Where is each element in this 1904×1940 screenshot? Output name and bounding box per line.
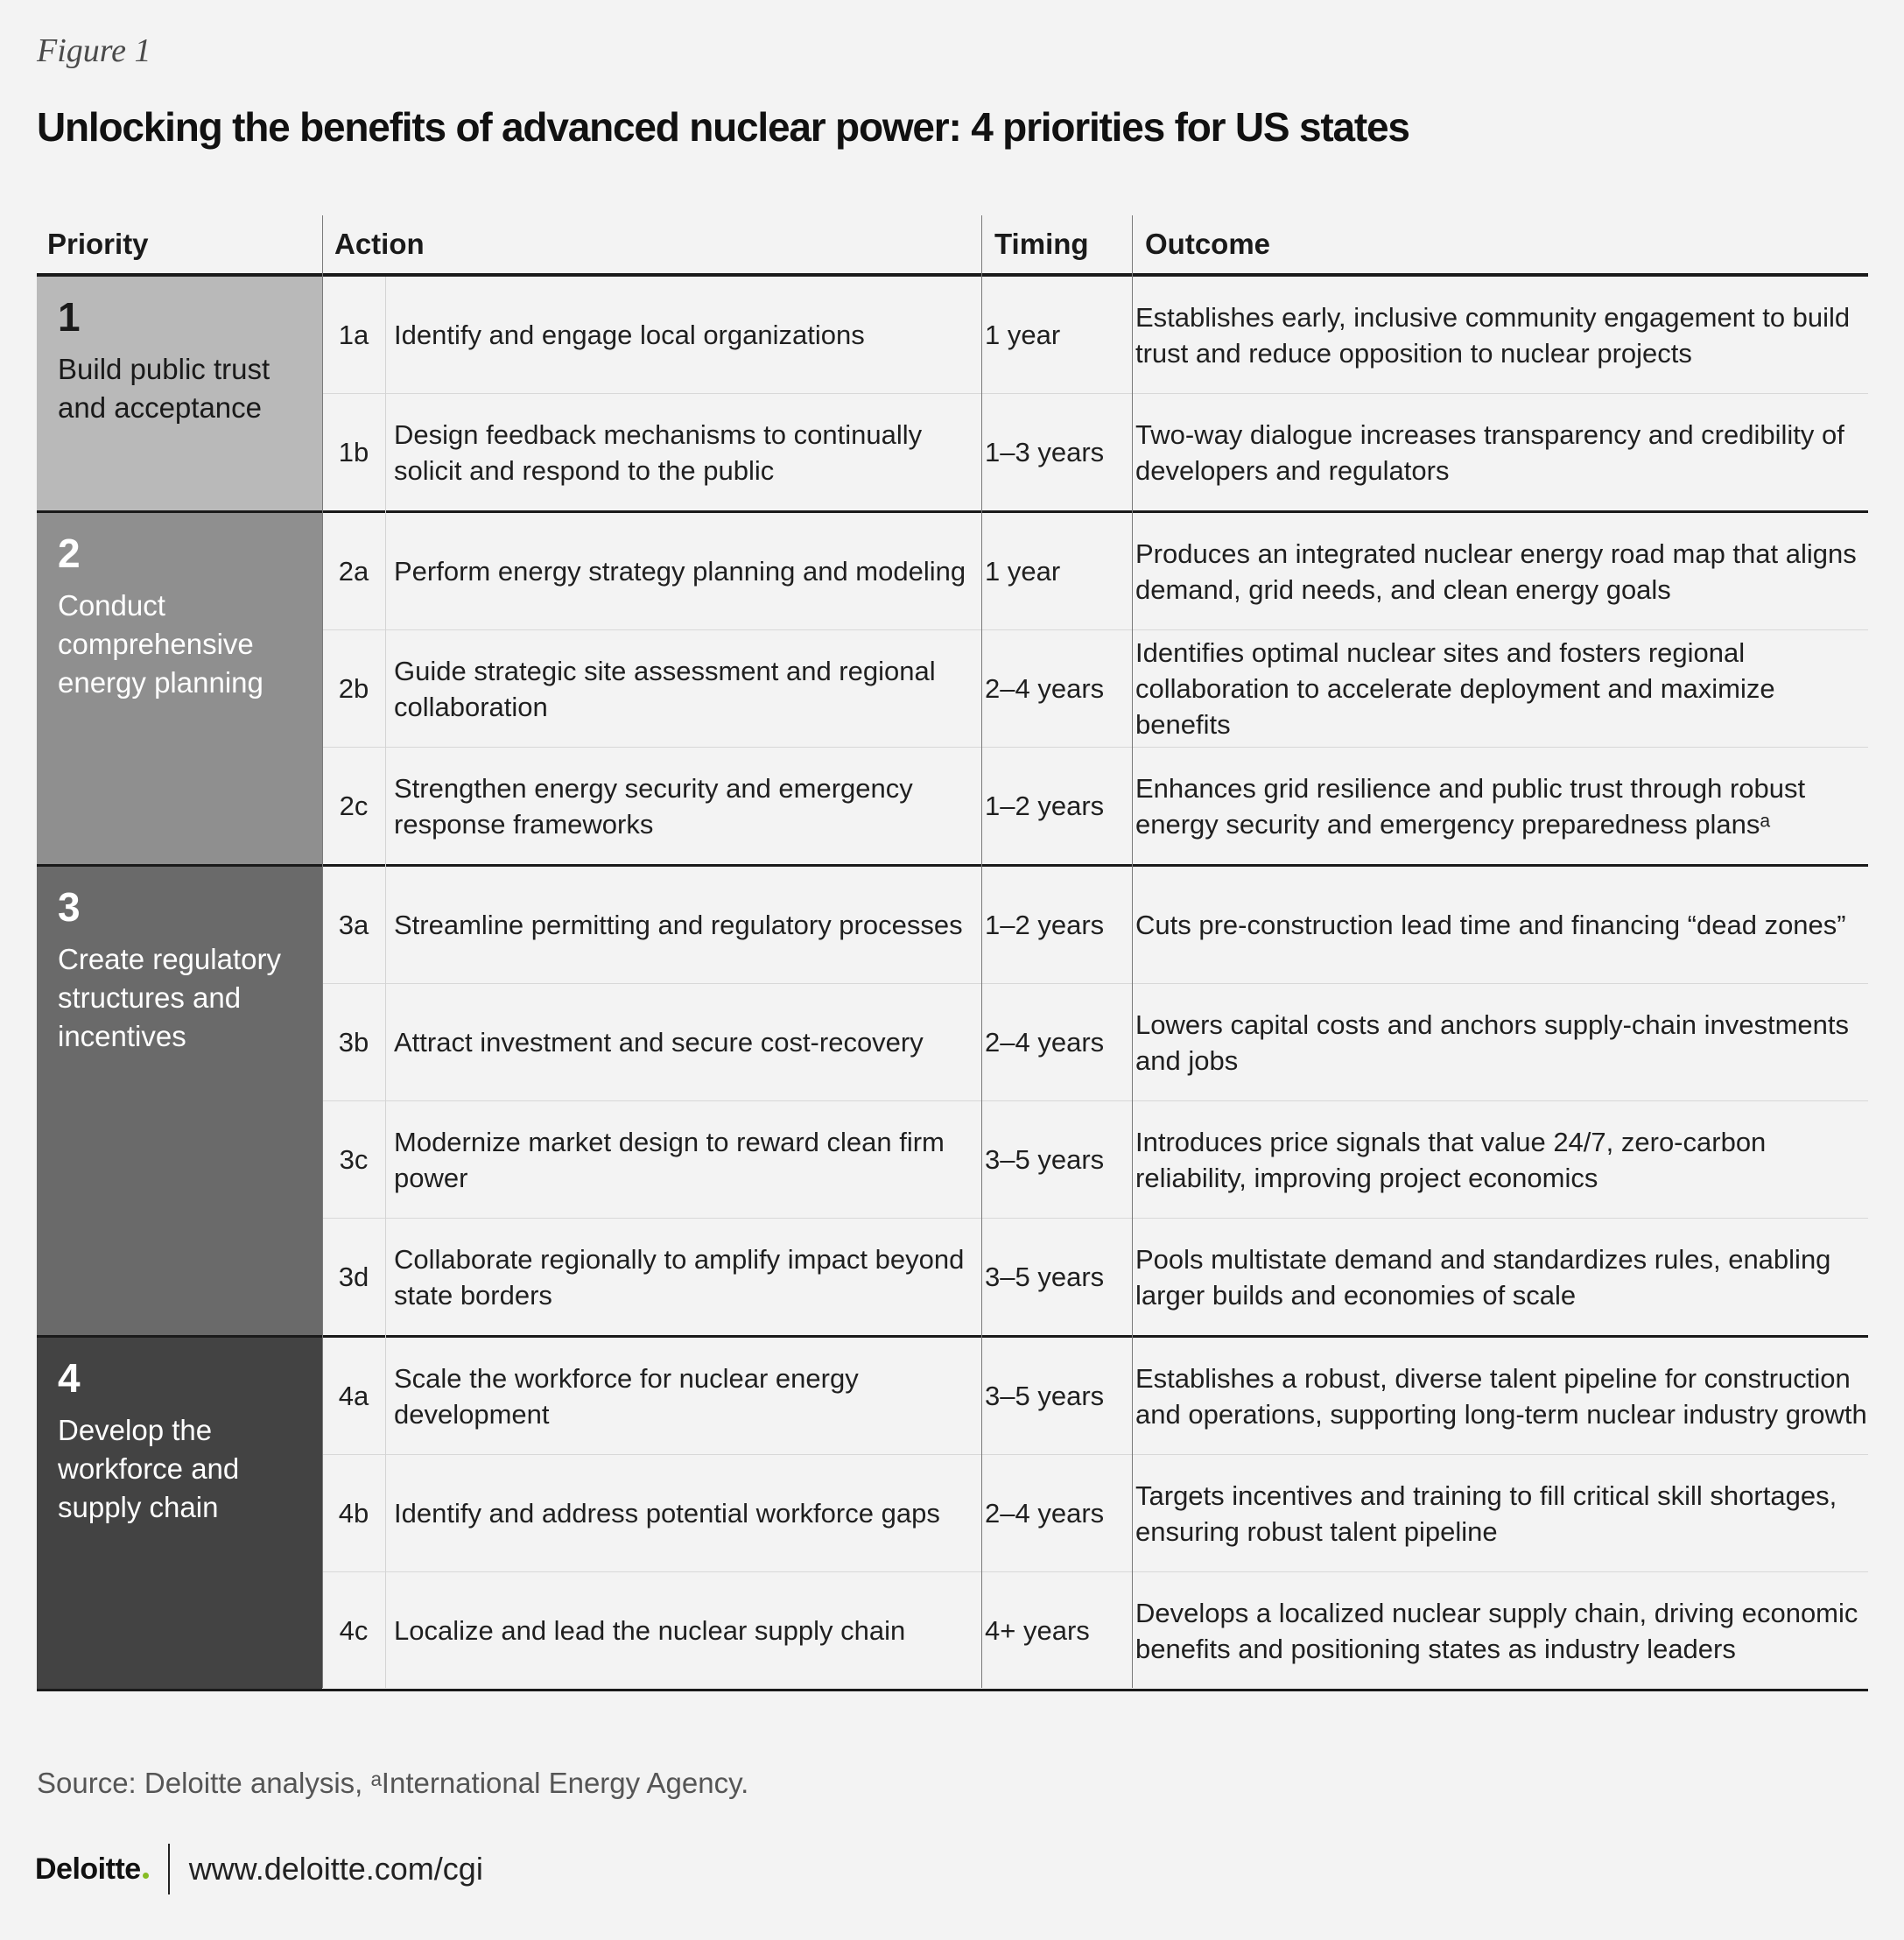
priority-number: 3 bbox=[58, 884, 81, 930]
action-id: 4c bbox=[339, 1615, 369, 1646]
action-id: 2a bbox=[338, 556, 369, 587]
timing-text: 4+ years bbox=[985, 1615, 1090, 1646]
action-id: 3d bbox=[338, 1262, 369, 1292]
action-text: Modernize market design to reward clean firm power bbox=[394, 1126, 945, 1193]
figure-label: Figure 1 bbox=[37, 32, 151, 69]
action-id: 1a bbox=[338, 320, 369, 350]
timing-text: 1–2 years bbox=[985, 910, 1105, 940]
priority-group-1 bbox=[37, 277, 1868, 513]
action-text: Collaborate regionally to amplify impact beyond state borders bbox=[394, 1243, 965, 1311]
table-row bbox=[322, 1572, 1868, 1689]
priority-number: 2 bbox=[58, 531, 81, 576]
table-row bbox=[322, 1219, 1868, 1335]
source-note: Source: Deloitte analysis, ᵃInternational Energy Agency. bbox=[37, 1767, 749, 1799]
timing-text: 2–4 years bbox=[985, 1498, 1105, 1529]
timing-text: 1–3 years bbox=[985, 437, 1105, 467]
action-text: Design feedback mechanisms to continually solicit and respond to the public bbox=[394, 418, 923, 486]
outcome-text: Lowers capital costs and anchors supply-chain investments and jobs bbox=[1135, 1009, 1850, 1076]
priority-band bbox=[37, 513, 322, 864]
timing-text: 2–4 years bbox=[985, 1027, 1105, 1058]
column-divider bbox=[322, 215, 323, 1688]
priority-band bbox=[37, 1338, 322, 1689]
action-id: 1b bbox=[338, 437, 369, 467]
table-row bbox=[322, 630, 1868, 748]
column-divider bbox=[981, 215, 982, 1688]
action-id: 4a bbox=[338, 1381, 369, 1411]
table-row bbox=[322, 277, 1868, 394]
timing-text: 3–5 years bbox=[985, 1262, 1105, 1292]
action-text: Strengthen energy security and emergency response frameworks bbox=[394, 772, 913, 840]
action-id: 3c bbox=[339, 1144, 369, 1175]
action-text: Guide strategic site assessment and regional collaboration bbox=[394, 655, 936, 722]
action-text: Identify and engage local organizations bbox=[394, 320, 865, 350]
table-row bbox=[322, 867, 1868, 984]
table-row bbox=[322, 1338, 1868, 1455]
priority-group-4 bbox=[37, 1338, 1868, 1691]
table-row bbox=[322, 748, 1868, 864]
timing-text: 3–5 years bbox=[985, 1144, 1105, 1175]
action-id: 2b bbox=[338, 673, 369, 704]
outcome-text: Enhances grid resilience and public trust through robust energy security and emergency preparedness plansᵃ bbox=[1135, 772, 1806, 840]
priority-name: Conduct comprehensive energy planning bbox=[58, 589, 263, 699]
priority-number: 1 bbox=[58, 294, 81, 340]
outcome-text: Introduces price signals that value 24/7, zero-carbon reliability, improving project economics bbox=[1135, 1126, 1767, 1193]
action-text: Streamline permitting and regulatory processes bbox=[394, 910, 963, 940]
timing-text: 1–2 years bbox=[985, 791, 1105, 821]
priority-name: Build public trust and acceptance bbox=[58, 353, 270, 424]
table-row bbox=[322, 1101, 1868, 1219]
priority-name: Develop the workforce and supply chain bbox=[58, 1414, 240, 1523]
action-text: Scale the workforce for nuclear energy development bbox=[394, 1362, 859, 1430]
priority-group-3 bbox=[37, 867, 1868, 1338]
table-row bbox=[322, 513, 1868, 630]
table-body bbox=[37, 277, 1868, 1691]
timing-text: 2–4 years bbox=[985, 673, 1105, 704]
column-divider bbox=[1132, 215, 1133, 1688]
action-text: Identify and address potential workforce gaps bbox=[394, 1498, 940, 1529]
outcome-text: Produces an integrated nuclear energy road map that aligns demand, grid needs, and clean energy goals bbox=[1135, 538, 1857, 605]
outcome-text: Establishes early, inclusive community engagement to build trust and reduce opposition to nuclear projects bbox=[1135, 301, 1851, 369]
table-row bbox=[322, 1455, 1868, 1572]
header-priority: Priority bbox=[47, 228, 149, 260]
outcome-text: Cuts pre-construction lead time and financing “dead zones” bbox=[1135, 910, 1846, 940]
action-text: Attract investment and secure cost-recovery bbox=[394, 1027, 924, 1058]
header-outcome: Outcome bbox=[1145, 228, 1271, 260]
table-row bbox=[322, 984, 1868, 1101]
priority-number: 4 bbox=[58, 1355, 81, 1401]
outcome-text: Develops a localized nuclear supply chain, driving economic benefits and positioning states as industry leaders bbox=[1135, 1597, 1858, 1664]
footer bbox=[35, 1843, 483, 1895]
priorities-table bbox=[37, 215, 1868, 1691]
outcome-text: Two-way dialogue increases transparency and credibility of developers and regulators bbox=[1135, 418, 1844, 486]
priority-band bbox=[37, 867, 322, 1335]
timing-text: 1 year bbox=[985, 556, 1061, 587]
action-id: 4b bbox=[338, 1498, 369, 1529]
action-id: 3b bbox=[338, 1027, 369, 1058]
header-action: Action bbox=[334, 228, 425, 260]
deloitte-logo: Deloitte bbox=[35, 1852, 149, 1887]
footer-url[interactable]: www.deloitte.com/cgi bbox=[188, 1851, 483, 1887]
outcome-text: Targets incentives and training to fill critical skill shortages, ensuring robust talent pipeline bbox=[1135, 1480, 1837, 1547]
table-row bbox=[322, 394, 1868, 510]
timing-text: 1 year bbox=[985, 320, 1061, 350]
header-timing: Timing bbox=[994, 228, 1089, 260]
outcome-text: Establishes a robust, diverse talent pipeline for construction and operations, supporting long-term nuclear industry growth bbox=[1135, 1362, 1867, 1430]
timing-text: 3–5 years bbox=[985, 1381, 1105, 1411]
action-id: 3a bbox=[338, 910, 369, 940]
action-text: Perform energy strategy planning and modeling bbox=[394, 556, 966, 587]
priority-name: Create regulatory structures and incentives bbox=[58, 943, 281, 1052]
logo-dot bbox=[143, 1873, 149, 1879]
priority-band bbox=[37, 277, 322, 510]
priority-group-2 bbox=[37, 513, 1868, 867]
table-header bbox=[37, 215, 1868, 277]
outcome-text: Pools multistate demand and standardizes rules, enabling larger builds and economies of scale bbox=[1135, 1243, 1831, 1311]
action-text: Localize and lead the nuclear supply chain bbox=[394, 1615, 906, 1646]
page-title: Unlocking the benefits of advanced nuclear power: 4 priorities for US states bbox=[37, 104, 1409, 150]
action-id: 2c bbox=[339, 791, 369, 821]
footer-divider bbox=[168, 1844, 170, 1894]
column-divider bbox=[385, 277, 386, 1688]
outcome-text: Identifies optimal nuclear sites and fosters regional collaboration to accelerate deployment and maximize benefits bbox=[1135, 637, 1775, 740]
